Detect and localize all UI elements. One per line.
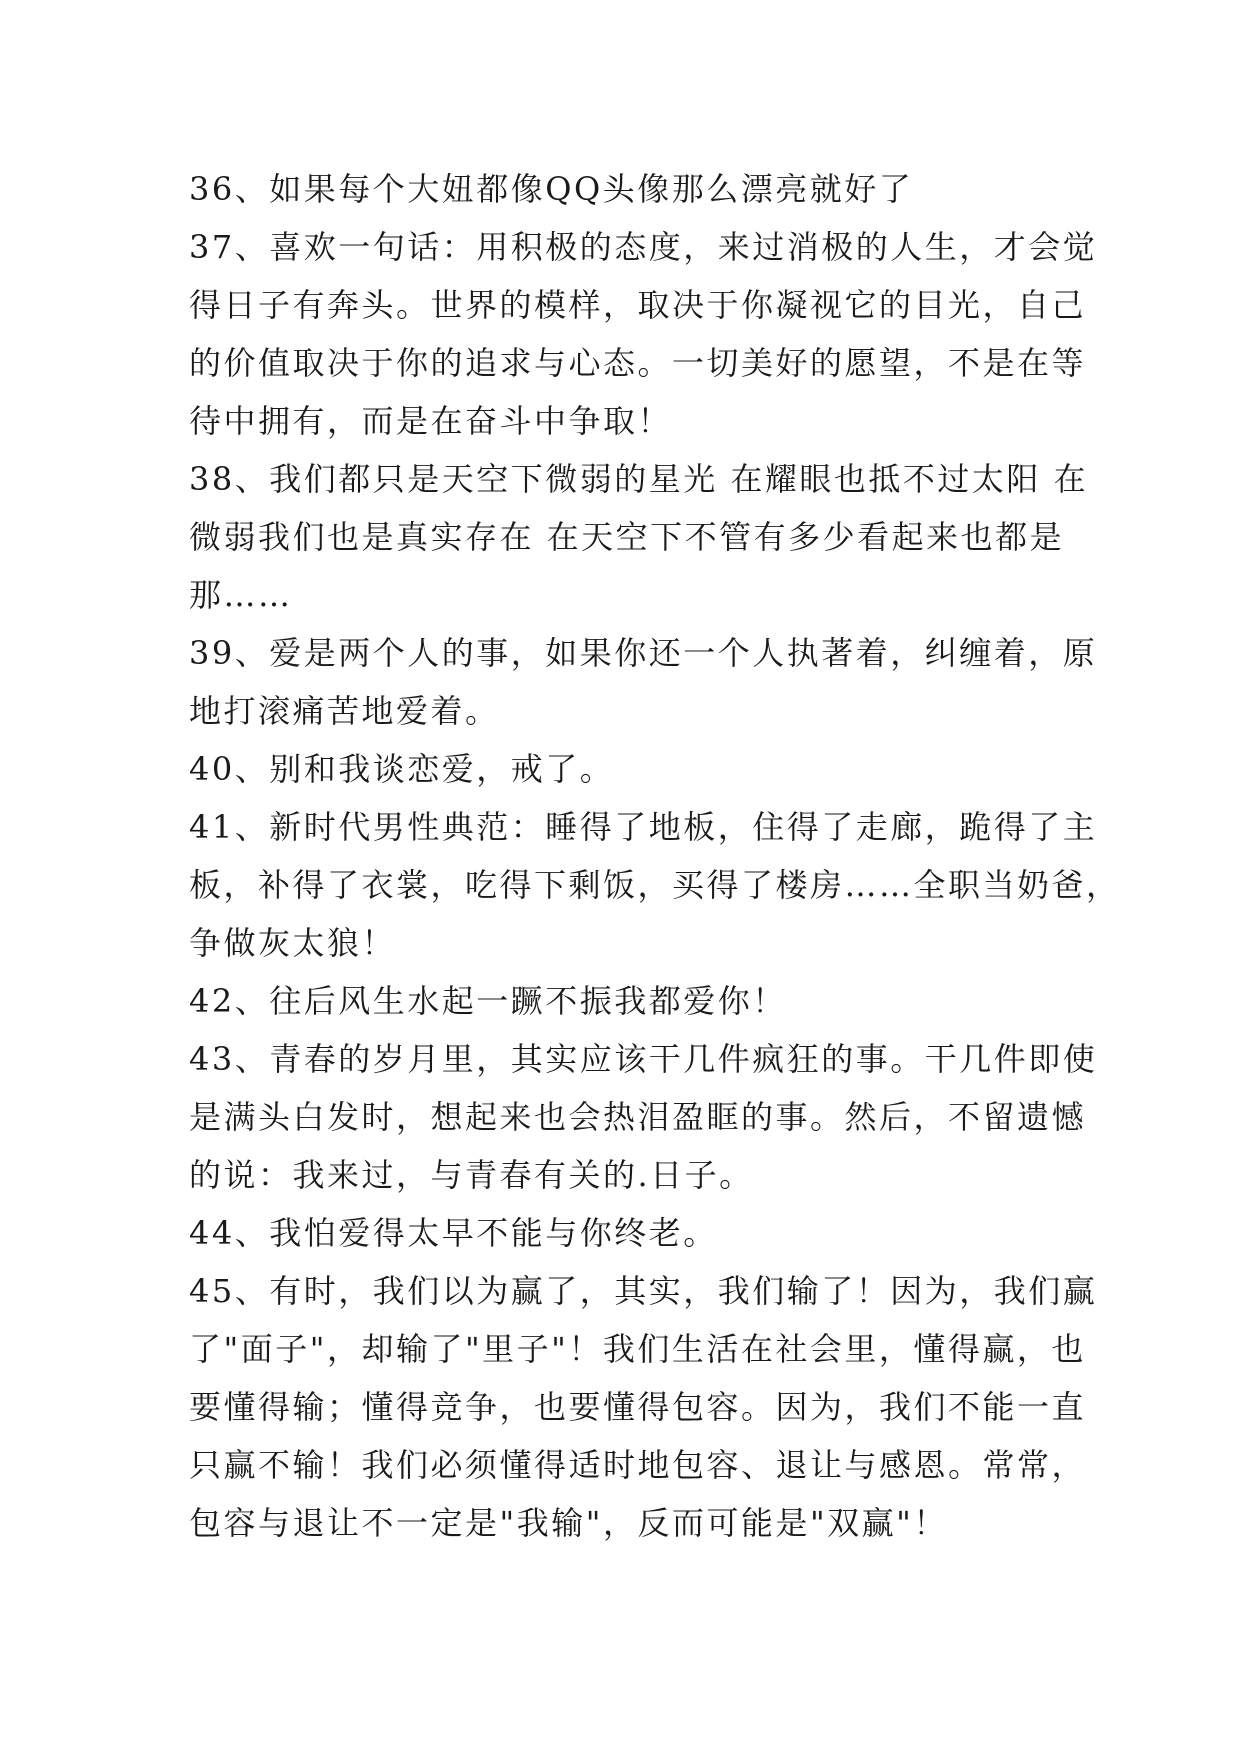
text-line: 42、往后风生水起一蹶不振我都爱你！ [189, 982, 787, 1020]
text-line: 了"面子"，却输了"里子"！我们生活在社会里，懂得赢，也 [189, 1330, 1086, 1368]
text-line: 板，补得了衣裳，吃得下剩饭，买得了楼房……全职当奶爸， [189, 866, 1121, 904]
text-line: 是满头白发时，想起来也会热泪盈眶的事。然后，不留遗憾 [189, 1098, 1087, 1136]
text-line: 的说：我来过，与青春有关的.日子。 [189, 1156, 754, 1194]
entry-43 [189, 1030, 1098, 1204]
entry-38 [189, 450, 1089, 624]
entry-36 [189, 160, 1069, 218]
text-line: 45、有时，我们以为赢了，其实，我们输了！因为，我们赢 [189, 1272, 1098, 1310]
text-line: 36、如果每个大妞都像QQ头像那么漂亮就好了 [189, 170, 914, 208]
text-line: 39、爱是两个人的事，如果你还一个人执著着，纠缠着，原 [189, 634, 1098, 672]
text-line: 地打滚痛苦地爱着。 [189, 692, 500, 730]
text-line: 38、我们都只是天空下微弱的星光 在耀眼也抵不过太阳 在 [189, 460, 1089, 498]
text-line: 待中拥有，而是在奋斗中争取！ [189, 402, 673, 440]
entry-41 [189, 798, 1121, 972]
entry-37 [189, 218, 1098, 450]
entry-39 [189, 624, 1098, 740]
text-line: 41、新时代男性典范：睡得了地板，住得了走廊，跪得了主 [189, 808, 1098, 846]
text-line: 只赢不输！我们必须懂得适时地包容、退让与感恩。常常， [189, 1446, 1087, 1484]
text-line: 微弱我们也是真实存在 在天空下不管有多少看起来也都是 [189, 518, 1065, 556]
entry-44 [189, 1204, 1069, 1262]
entry-42 [189, 972, 1069, 1030]
entry-45 [189, 1262, 1098, 1552]
text-line: 要懂得输；懂得竞争，也要懂得包容。因为，我们不能一直 [189, 1388, 1087, 1426]
text-line: 40、别和我谈恋爱，戒了。 [189, 750, 615, 788]
text-line: 43、青春的岁月里，其实应该干几件疯狂的事。干几件即使 [189, 1040, 1098, 1078]
text-line: 的价值取决于你的追求与心态。一切美好的愿望，不是在等 [189, 344, 1087, 382]
text-line: 44、我怕爱得太早不能与你终老。 [189, 1214, 718, 1252]
text-line: 包容与退让不一定是"我输"，反而可能是"双赢"！ [189, 1504, 948, 1542]
text-line: 那…… [189, 576, 293, 614]
text-line: 得日子有奔头。世界的模样，取决于你凝视它的目光，自己 [189, 286, 1087, 324]
entry-40 [189, 740, 1069, 798]
text-line: 争做灰太狼！ [189, 924, 397, 962]
document-body [189, 160, 1121, 1552]
text-line: 37、喜欢一句话：用积极的态度，来过消极的人生，才会觉 [189, 228, 1098, 266]
